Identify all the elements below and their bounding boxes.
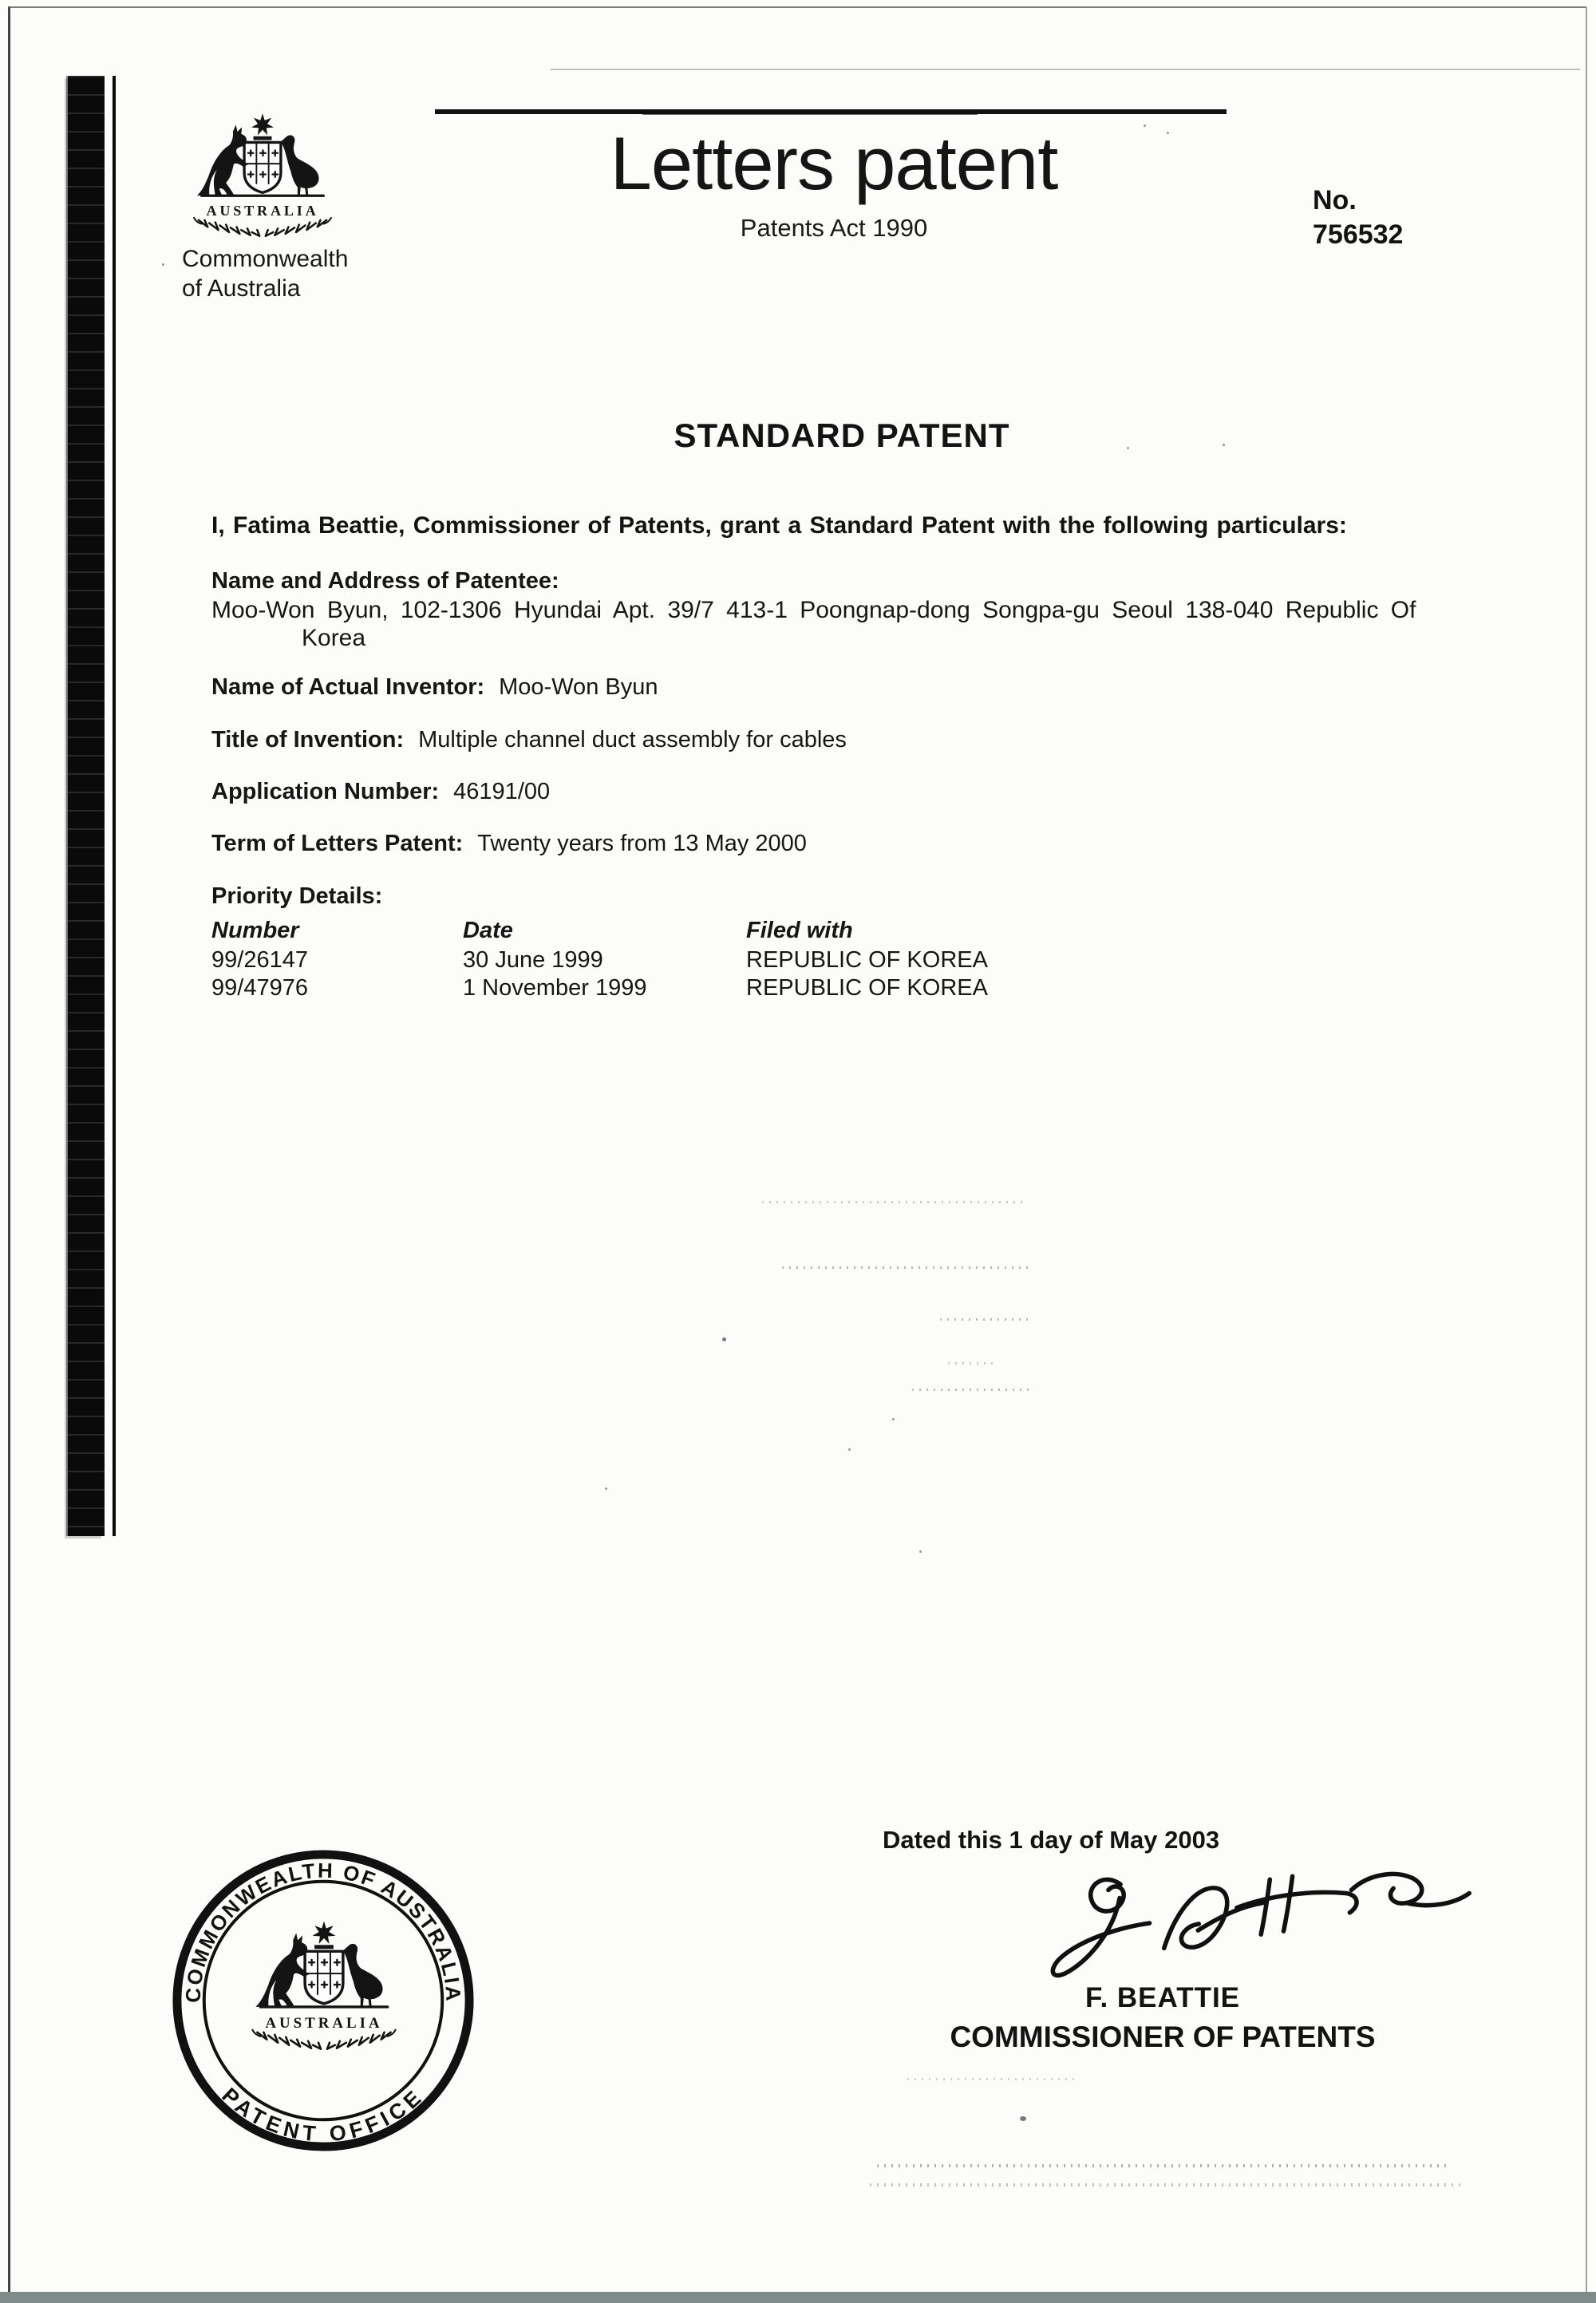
priority-date-cell: 1 November 1999: [463, 975, 647, 1001]
patentee-label: Name and Address of Patentee:: [211, 568, 559, 594]
scan-noise-band: [782, 1266, 1029, 1269]
signatory-name: F. BEATTIE: [1084, 1982, 1241, 2013]
invention-title-row: [211, 727, 847, 753]
column-header-date: Date: [463, 918, 513, 943]
priority-number-cell: 99/47976: [211, 975, 308, 1001]
priority-date-cell: 30 June 1999: [463, 947, 603, 973]
inventor-row: [211, 674, 658, 701]
application-number-label: Application Number:: [211, 779, 440, 804]
patent-number-block: [1313, 184, 1403, 252]
signature-image: [1024, 1858, 1479, 1995]
page-title: Letters patent: [610, 121, 1058, 205]
scan-noise-band: [870, 2183, 1460, 2186]
page-edge-left: [8, 6, 10, 2292]
dated-line: Dated this 1 day of May 2003: [883, 1826, 1220, 1854]
column-header-number: Number: [211, 918, 299, 943]
scan-noise-band: [877, 2164, 1448, 2167]
seal-ring-text-bottom: PATENT OFFICE: [217, 2083, 429, 2147]
scan-speck: [1144, 124, 1146, 127]
scan-noise-band: [912, 1389, 1029, 1391]
scan-speck: [919, 1550, 922, 1553]
invention-title-value: Multiple channel duct assembly for cables: [418, 727, 847, 753]
seal-ring-text-top: COMMONWEALTH OF AUSTRALIA: [182, 1859, 464, 2004]
priority-filed-cell: REPUBLIC OF KOREA: [746, 975, 988, 1001]
term-value: Twenty years from 13 May 2000: [477, 831, 807, 856]
bottom-scan-edge: [0, 2292, 1596, 2303]
patent-number-value: 756532: [1313, 219, 1404, 250]
document-type-heading: STANDARD PATENT: [674, 417, 1010, 454]
emblem-caption-line1: Commonwealth: [182, 246, 349, 272]
scan-artifact-topline: [551, 69, 1580, 70]
scan-artifact-bar: [68, 76, 105, 1536]
priority-number-cell: 99/26147: [211, 947, 308, 973]
official-seal: [164, 1842, 482, 2159]
patentee-address-line2: Korea: [302, 625, 366, 651]
column-header-filed-with: Filed with: [746, 918, 853, 943]
scan-speck: [722, 1337, 726, 1341]
priority-details-label: Priority Details:: [211, 883, 383, 909]
scan-speck: [1127, 447, 1129, 449]
priority-table: [211, 918, 1249, 1013]
emblem-caption: [182, 244, 348, 303]
scan-speck: [1223, 444, 1225, 446]
scan-speck: [848, 1448, 851, 1451]
term-label: Term of Letters Patent:: [211, 831, 464, 856]
coat-of-arms: [179, 110, 346, 255]
inventor-label: Name of Actual Inventor:: [211, 674, 485, 700]
term-row: [211, 831, 807, 857]
seal-coat-of-arms: [252, 1922, 395, 2049]
title-rule: [435, 109, 1227, 114]
scan-artifact-line: [113, 76, 116, 1536]
scan-noise-band: [907, 2078, 1077, 2080]
scan-noise-band: [940, 1318, 1029, 1321]
scan-noise-band: [948, 1362, 998, 1365]
application-number-row: [211, 779, 550, 805]
grant-statement: I, Fatima Beattie, Commissioner of Patents, grant a Standard Patent with the following particulars:: [211, 512, 1347, 539]
patentee-address-line1: Moo-Won Byun, 102-1306 Hyundai Apt. 39/7 413-1 Poongnap-dong Songpa-gu Seoul 138-040 Republic Of: [211, 597, 1416, 623]
scan-noise-band: [762, 1201, 1025, 1203]
patent-number-label: No.: [1313, 185, 1357, 215]
act-subtitle: Patents Act 1990: [740, 214, 928, 242]
scan-speck: [1020, 2116, 1026, 2121]
scan-speck: [162, 263, 164, 266]
page-edge-top: [8, 6, 1586, 8]
emblem-caption-line2: of Australia: [182, 275, 301, 302]
signatory-title: COMMISSIONER OF PATENTS: [950, 2021, 1376, 2053]
scan-speck: [892, 1418, 895, 1420]
inventor-value: Moo-Won Byun: [499, 674, 658, 700]
scan-speck: [605, 1487, 607, 1490]
scan-speck: [1167, 132, 1169, 134]
application-number-value: 46191/00: [453, 779, 551, 804]
invention-title-label: Title of Invention:: [211, 727, 405, 753]
page-edge-right: [1586, 6, 1587, 2292]
priority-filed-cell: REPUBLIC OF KOREA: [746, 947, 988, 973]
